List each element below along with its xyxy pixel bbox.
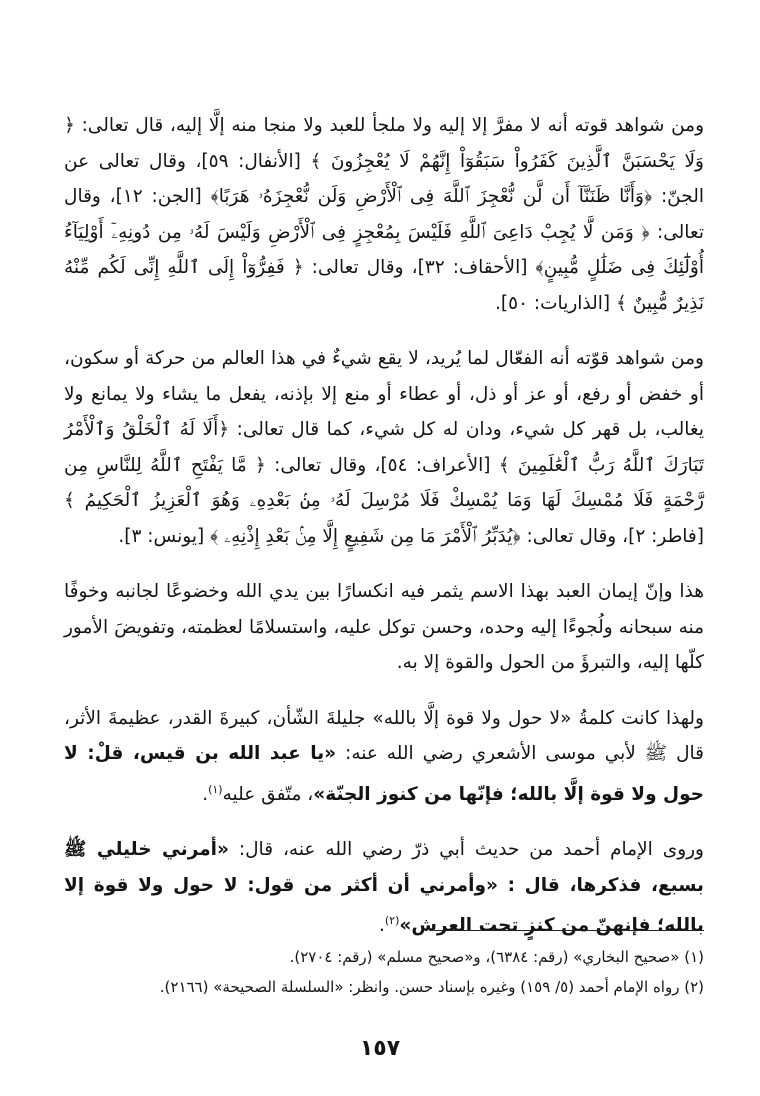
page-number: ١٥٧ [359,1036,401,1061]
quran-verse: ﴿ وَلَا يَحْسَبَنَّ ٱلَّذِينَ كَفَرُواْ سَبَقُوٓاْ إِنَّهُمْ لَا يُعْجِزُونَ ﴾ [64,115,704,172]
quran-verse: ﴿وَأَنَّا ظَنَنَّآ أَن لَّن نُّعْجِزَ ٱللَّهَ فِى ٱلْأَرْضِ وَلَن نُّعْجِزَهُۥ هَرَبًا﴾ [210,186,653,207]
paragraph-1 [64,108,704,321]
paragraph-3 [64,574,704,681]
paragraph-text: [الأعراف: ٥٤]، وقال تعالى: [265,454,499,476]
paragraph-text: ومن شواهد قوته أنه لا مفرَّ إلا إليه ولا ملجأ للعبد ولا منجا منه إلَّا إليه، قال تعالى: [74,115,704,136]
paragraph-text: [الذاريات: ٥٠]. [495,292,617,314]
hadith-quote: «يا عبد الله بن قيس، قلْ: لا حول ولا قوة إلَّا بالله؛ فإنّها من كنوز الجنّة» [64,743,704,805]
footnote-marker: (٢) [384,914,400,928]
paragraph-text: ومن شواهد قوّته أنه الفعّال لما يُريد، لا يقع شيءٌ في هذا العالم من حركة أو سكون، أو خفض أو رفع، أو عز أو ذل، أو عطاء أو منع إلا بإذنه، يفعل ما يشاء ولا يمانع ولا يغالب، بل قهر كل شيء، ودان له كل شيء، كما قال تعالى: [64,348,705,440]
paragraph-text: [الأحقاف: ٣٢]، وقال تعالى: [303,257,536,278]
footnote-separator [434,930,704,931]
paragraph-4 [64,701,704,813]
paragraph-text: هذا وإنّ إيمان العبد بهذا الاسم يثمر فيه انكسارًا بين يدي الله وخضوعًا لجانبه وخوفًا منه سبحانه ولُجوءًا إليه وحده، وحسن توكل عليه، واستسلامًا لعظمته، وتفويضَ الأمور كلّها إليه، والتبرؤَ من الحول والقوة إلا به. [64,581,704,673]
footnote-2: (٢) رواه الإمام أحمد (٥/ ١٥٩) وغيره بإسناد حسن. وانظر: «السلسلة الصحيحة» (٢١٦٦). [159,978,704,996]
paragraph-text: وروى الإمام أحمد من حديث أبي ذرّ رضي الله عنه، قال: [228,839,704,861]
paragraph-5 [64,832,704,944]
paragraph-2 [64,341,704,554]
paragraph-text: [فاطر: ٢]، وقال تعالى: [520,525,704,547]
quran-verse: ﴿أَلَا لَهُ ٱلْخَلْقُ وَٱلْأَمْرُ تَبَارَكَ ٱللَّهُ رَبُّ ٱلْعَٰلَمِينَ ﴾ [64,419,705,476]
quran-verse: ﴿ فَفِرُّوٓاْ إِلَى ٱللَّهِ إِنِّى لَكُم مِّنْهُ نَذِيرٌ مُّبِينٌ ﴾ [64,257,704,314]
paragraph-text: [يونس: ٣]. [118,525,211,547]
paragraph-text: ولهذا كانت كلمةُ «لا حول ولا قوة إلَّا بالله» جليلةَ الشّأن، كبيرةَ القدر، عظيمةَ الأثر، قال ﷺ لأبي موسى الأشعري رضي الله عنه: [64,707,705,764]
paragraph-text: . [202,783,209,805]
quran-verse: ﴿ مَّا يَفْتَحِ ٱللَّهُ لِلنَّاسِ مِن رَّحْمَةٍ فَلَا مُمْسِكَ لَهَا وَمَا يُمْسِكْ فَلَا مُرْسِلَ لَهُۥ مِنۢ بَعْدِهِۦ وَهُوَ ٱلْعَزِيزُ ٱلْحَكِيمُ ﴾ [64,454,704,511]
paragraph-text: [الأنفال: ٥٩]، وقال تعالى عن الجنّ: [64,150,704,207]
quran-verse: ﴿ وَمَن لَّا يُجِبْ دَاعِىَ ٱللَّهِ فَلَيْسَ بِمُعْجِزٍ فِى ٱلْأَرْضِ وَلَيْسَ لَهُۥ مِن دُونِهِۦٓ أَوْلِيَآءُ أُوْلَٰٓئِكَ فِى ضَلَٰلٍ مُّبِينٍ﴾ [64,221,704,278]
paragraph-text: . [379,915,385,937]
paragraph-text: [الجن: ١٢]، وقال تعالى: [64,186,704,243]
page-body [64,108,704,944]
footnote-1: (١) «صحيح البخاري» (رقم: ٦٣٨٤)، و«صحيح مسلم» (رقم: ٢٧٠٤). [289,948,704,966]
paragraph-text: ، متّفق عليه [222,783,314,805]
footnote-marker: (١) [208,782,223,796]
footnotes [64,942,704,1002]
hadith-quote: «أمرني خليلي ﷺ بسبع، فذكرها، قال : «وأمرني أن أكثر من قول: لا حول ولا قوة إلا بالله؛ فإنهنّ من كنزٍ تحت العرش» [64,839,704,937]
quran-verse: ﴿يُدَبِّرُ ٱلْأَمْرَ مَا مِن شَفِيعٍ إِلَّا مِنۢ بَعْدِ إِذْنِهِۦ ﴾ [210,525,521,547]
